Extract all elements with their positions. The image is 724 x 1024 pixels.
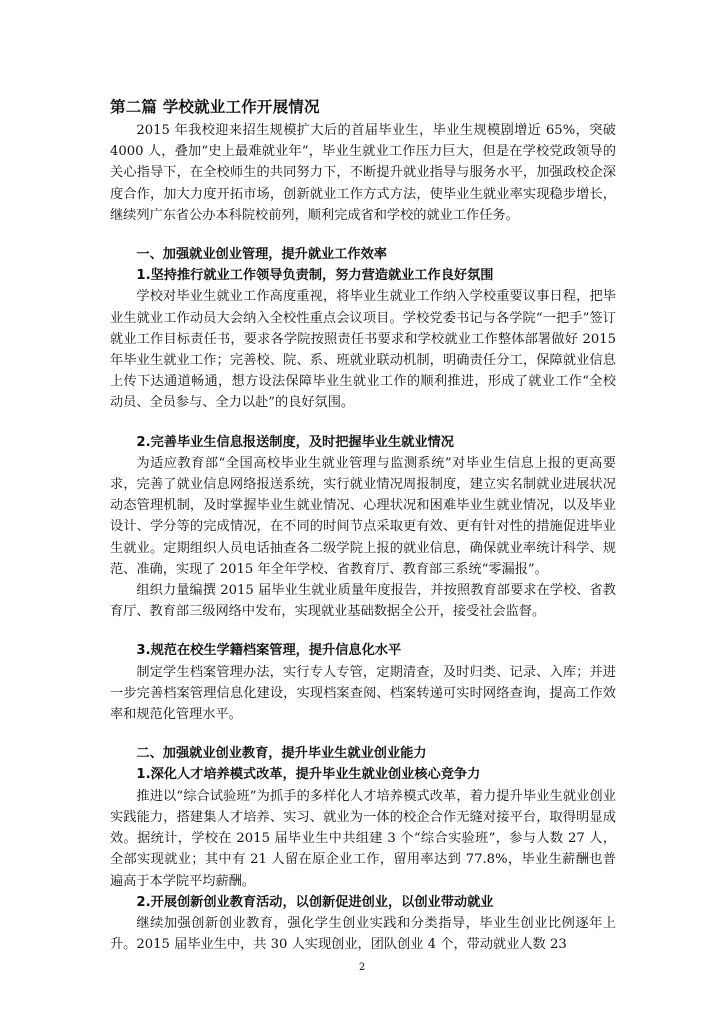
spacer xyxy=(110,622,616,640)
section2-sub2-title: 2.开展创新创业教育活动，以创新促进创业，以创业带动就业 xyxy=(136,894,494,910)
section2-sub1-title: 1.深化人才培养模式改革，提升毕业生就业创业核心竞争力 xyxy=(136,767,481,783)
section1-sub3-title: 3.规范在校生学籍档案管理，提升信息化水平 xyxy=(136,643,402,659)
section1-sub1-title: 1.坚持推行就业工作领导负责制，努力营造就业工作良好氛围 xyxy=(136,268,494,284)
section1-sub2-title: 2.完善毕业生信息报送制度，及时把握毕业生就业情况 xyxy=(136,434,454,450)
section1-sub2-paragraph-2: 组织力量编撰 2015 届毕业生就业质量年度报告，并按照教育部要求在学校、省教育厅、教育部三级网络中发布，实现就业基础数据全公开，接受社会监督。 xyxy=(110,583,616,620)
intro-paragraph: 2015 年我校迎来招生规模扩大后的首届毕业生，毕业生规模剧增近 65%，突破 4000 人，叠加“史上最难就业年”，毕业生就业工作压力巨大，但是在学校党政领导的关心指导下，在全校师生的共同努力下，不断提升就业指导与服务水平，加强政校企深度合作，加大力度开拓市场，创新就业工作方式方法，使毕业生就业率实现稳步增长，继续列广东省公办本科院校前列，顺利完成省和学校的就业工作任务。 xyxy=(110,123,616,223)
section1-sub1-paragraph: 学校对毕业生就业工作高度重视，将毕业生就业工作纳入学校重要议事日程，把毕业生就业工作动员大会纳入全校性重点会议项目。学校党委书记与各学院“一把手”签订就业工作目标责任书，要求各学院按照责任书要求和学校就业工作整体部署做好 2015 年毕业生就业工作；完善校、院、系、班就业联动机制，明确责任分工，保障就业信息上传下达通道畅通，想方设法保障毕业生就业工作的顺利推进，形成了就业工作“全校动员、全员参与、全力以赴”的良好氛围。 xyxy=(110,289,616,411)
section1-sub3-paragraph: 制定学生档案管理办法，实行专人专管，定期清查，及时归类、记录、入库；并进一步完善档案管理信息化建设，实现档案查阅、档案转递可实时网络查询，提高工作效率和规范化管理水平。 xyxy=(110,664,616,723)
page-number: 2 xyxy=(358,962,366,973)
spacer xyxy=(110,226,616,244)
document-page xyxy=(110,96,616,955)
section2-sub1-paragraph: 推进以“综合试验班”为抓手的多样化人才培养模式改革，着力提升毕业生就业创业实践能力，搭建集人才培养、实习、就业为一体的校企合作无缝对接平台，取得明显成效。据统计，学校在 2015 届毕业生中共组建 3 个“综合实验班”，参与人数 27 人，全部实现就业；其中有 21 人留在原企业工作，留用率达到 77.8%，毕业生薪酬也普遍高于本学院平均薪酬。 xyxy=(110,788,616,889)
section1-sub2-paragraph-1: 为适应教育部“全国高校毕业生就业管理与监测系统”对毕业生信息上报的更高要求，完善了就业信息网络报送系统，实行就业情况周报制度，建立实名制就业进展状况动态管理机制，及时掌握毕业生就业情况、心理状况和困难毕业生就业情况，以及毕业设计、学分等的完成情况，在不同的时间节点采取更有效、更有针对性的措施促进毕业生就业。定期组织人员电话抽查各二级学院上报的就业信息，确保就业率统计科学、规范、准确，实现了 2015 年全年学校、省教育厅、教育部三系统“零漏报”。 xyxy=(110,455,616,577)
section2-sub2-paragraph: 继续加强创新创业教育，强化学生创业实践和分类指导，毕业生创业比例逐年上升。2015 届毕业生中，共 30 人实现创业，团队创业 4 个，带动就业人数 23 xyxy=(110,915,616,953)
section2-title: 二、加强就业创业教育，提升毕业生就业创业能力 xyxy=(136,746,427,762)
spacer xyxy=(110,725,616,743)
section1-title: 一、加强就业创业管理，提升就业工作效率 xyxy=(136,247,387,263)
spacer xyxy=(110,414,616,432)
chapter-title: 第二篇 学校就业工作开展情况 xyxy=(110,98,320,116)
